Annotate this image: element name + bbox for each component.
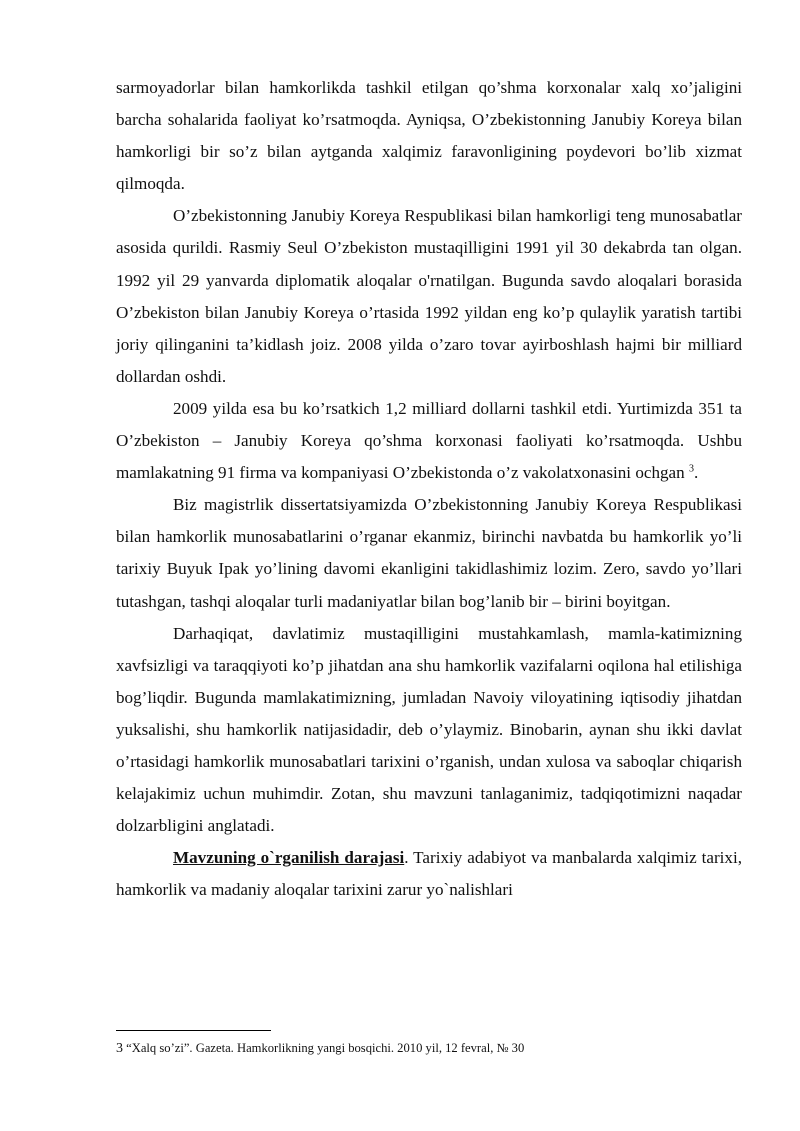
paragraph-2: O’zbekistonning Janubiy Koreya Respublikasi bilan hamkorligi teng munosabatlar asosida qurildi. Rasmiy Seul O’zbekiston mustaqilligini 1991 yil 30 dekabrda tan olgan. 1992 yil 29 yanvarda diplomatik aloqalar o'rnatilgan. Bugunda savdo aloqalari borasida O’zbekiston bilan Janubiy Koreya o’rtasida 1992 yildan eng ko’p qulaylik yaratish tartibi joriy qilinganini ta’kidlash joiz. 2008 yilda o’zaro tovar ayirboshlash hajmi bir milliard dollardan oshdi. — [116, 206, 742, 386]
paragraph-6 — [116, 842, 742, 906]
paragraph-5: Darhaqiqat, davlatimiz mustaqilligini mustahkamlash, mamla-katimizning xavfsizligi va taraqqiyoti ko’p jihatdan ana shu hamkorlik vazifalarni oqilona hal etilishiga bog’liqdir. Bugunda mamlakatimizning, jumladan Navoiy viloyatining iqtisodiy jihatdan yuksalishi, shu hamkorlik natijasidadir, deb o’ylaymiz. Binobarin, aynan shu ikki davlat o’rtasidagi hamkorlik munosabatlari tarixini o’rganish, undan xulosa va saboqlar chiqarish kelajakimiz uchun muhimdir. Zotan, shu mavzuni tanlaganimiz, tadqiqotimizni naqadar dolzarbligini anglatadi. — [116, 623, 742, 836]
footnote-number: 3 — [116, 1041, 123, 1056]
footnote — [116, 1039, 742, 1058]
footnote-reference[interactable]: 3 — [688, 463, 694, 475]
footnote-divider — [116, 1030, 271, 1031]
paragraph-6-text: . Tarixiy adabiyot va manbalarda xalqimiz tarixi, hamkorlik va madaniy aloqalar tarixini zarur yo`nalishlari — [116, 848, 742, 900]
footnote-text: “Xalq so’zi”. Gazeta. Hamkorlikning yangi bosqichi. 2010 yil, 12 fevral, № 30 — [123, 1041, 525, 1055]
paragraph-4: Biz magistrlik dissertatsiyamizda O’zbekistonning Janubiy Koreya Respublikasi bilan hamkorlik munosabatlarini o’rganar ekanmiz, birinchi navbatda bu hamkorlik yo’li tarixiy Buyuk Ipak yo’lining davomi ekanligini takidlashimiz lozim. Zero, savdo yo’llari tutashgan, tashqi aloqalar turli madaniyatlar bilan bog’lanib bir – birini boyitgan. — [116, 495, 742, 611]
paragraph-3-text: 2009 yilda esa bu ko’rsatkich 1,2 milliard dollarni tashkil etdi. Yurtimizda 351 ta O’zbekiston – Janubiy Koreya qo’shma korxonasi faoliyati ko’rsatmoqda. Ushbu mamlakatning 91 firma va kompaniyasi O’zbekistonda o’z vakolatxonasini ochgan — [116, 398, 742, 483]
paragraph-3 — [116, 393, 742, 489]
paragraph-1: sarmoyadorlar bilan hamkorlikda tashkil etilgan qo’shma korxonalar xalq xo’jaligini barcha sohalarida faoliyat ko’rsatmoqda. Ayniqsa, O’zbekistonning Janubiy Koreya bilan hamkorligi bir so’z bilan aytganda xalqimiz faravonligining poydevori bo’lib xizmat qilmoqda. — [116, 78, 742, 194]
paragraph-3-end: . — [693, 463, 699, 483]
body-text — [116, 72, 742, 906]
section-heading: Mavzuning o`rganilish darajasi — [173, 848, 405, 868]
